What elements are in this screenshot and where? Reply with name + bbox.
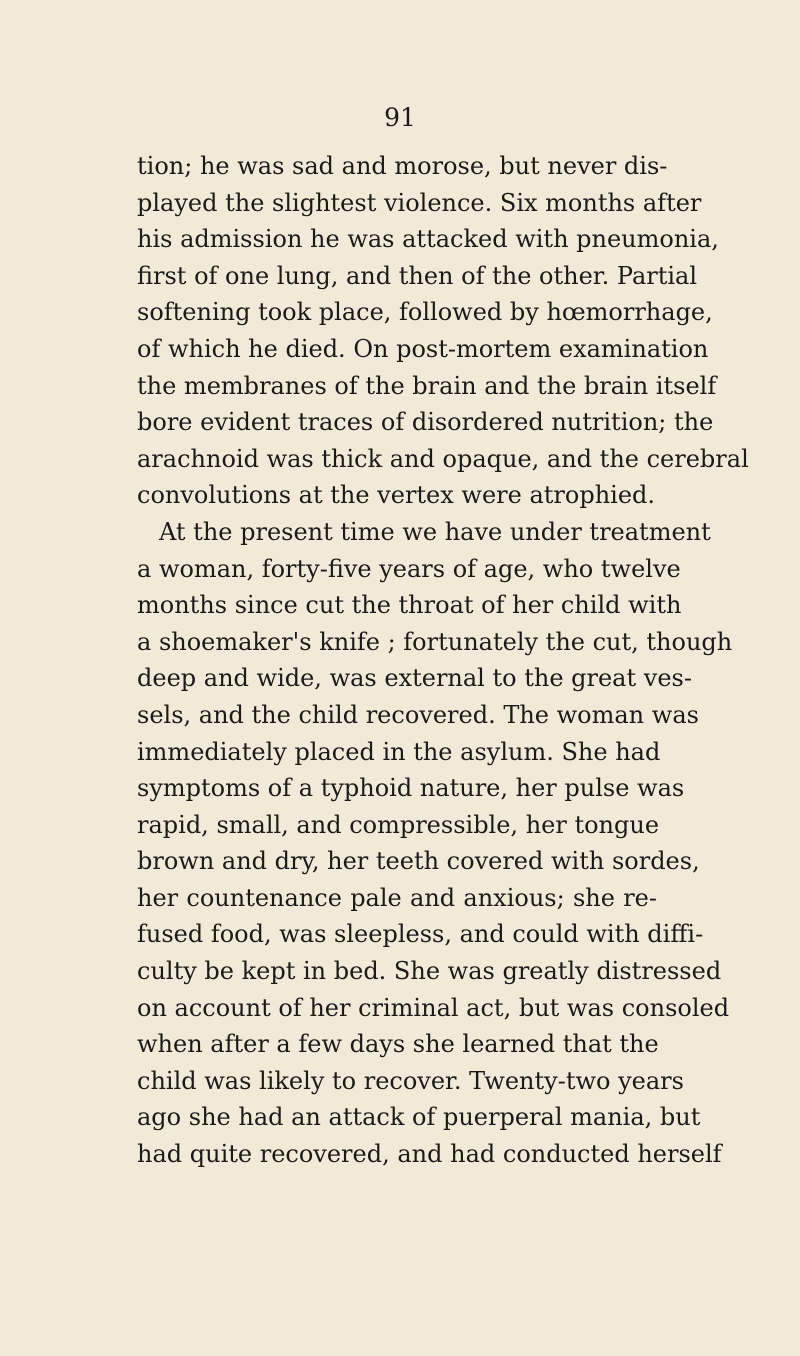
text-line: a woman, forty-five years of age, who twelve — [137, 554, 681, 583]
text-line: had quite recovered, and had conducted herself — [137, 1140, 722, 1169]
text-line: immediately placed in the asylum. She had — [137, 737, 661, 766]
text-line: fused food, was sleepless, and could with diffi- — [137, 920, 704, 949]
text-line: first of one lung, and then of the other. Partial — [137, 261, 698, 290]
text-line: his admission he was attacked with pneumonia, — [137, 225, 719, 254]
text-line: arachnoid was thick and opaque, and the cerebral — [137, 444, 749, 473]
text-line: of which he died. On post-mortem examination — [137, 334, 709, 363]
text-line: rapid, small, and compressible, her tongue — [137, 810, 660, 839]
page-number: 91 — [384, 103, 416, 132]
text-line: sels, and the child recovered. The woman was — [137, 700, 699, 729]
text-line: child was likely to recover. Twenty-two years — [137, 1066, 684, 1095]
text-line: culty be kept in bed. She was greatly distressed — [137, 957, 722, 986]
text-line: her countenance pale and anxious; she re- — [137, 883, 657, 912]
text-line: bore evident traces of disordered nutrition; the — [137, 408, 714, 437]
text-line: ago she had an attack of puerperal mania, but — [137, 1103, 701, 1132]
text-line: symptoms of a typhoid nature, her pulse was — [137, 774, 685, 803]
text-line: softening took place, followed by hœmorrhage, — [137, 298, 713, 327]
paragraph-start-line: At the present time we have under treatment — [159, 517, 711, 546]
text-line: played the slightest violence. Six months after — [137, 188, 702, 217]
text-line: when after a few days she learned that the — [137, 1030, 659, 1059]
text-line: deep and wide, was external to the great ves- — [137, 664, 692, 693]
text-line: on account of her criminal act, but was consoled — [137, 993, 730, 1022]
paragraph-end-line: convolutions at the vertex were atrophied. — [137, 481, 656, 510]
text-line: tion; he was sad and morose, but never dis- — [137, 152, 668, 180]
text-line: a shoemaker's knife ; fortunately the cut, though — [137, 627, 733, 656]
text-line: brown and dry, her teeth covered with sordes, — [137, 847, 700, 876]
body-text — [137, 148, 749, 1173]
text-line: the membranes of the brain and the brain itself — [137, 371, 717, 400]
text-line: months since cut the throat of her child with — [137, 591, 682, 620]
